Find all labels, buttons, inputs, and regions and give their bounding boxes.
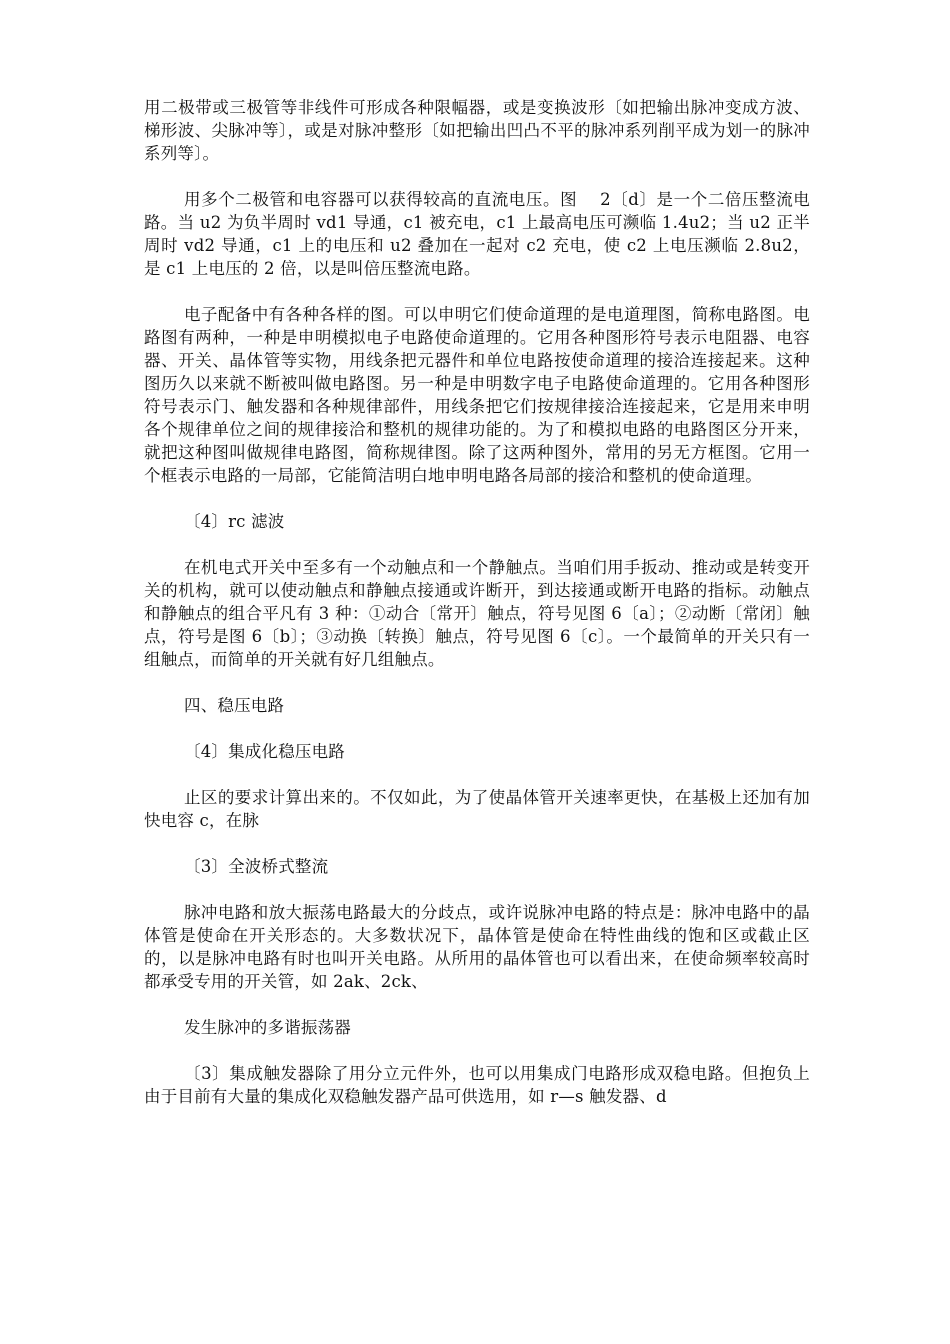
heading-rc-filter: 〔4〕rc 滤波: [184, 512, 285, 531]
paragraph-limiter: 用二极带或三极管等非线件可形成各种限幅器，或是变换波形〔如把输出脉冲变成方波、梯形波、尖脉冲等〕，或是对脉冲整形〔如把输出凹凸不平的脉冲系列削平成为划一的脉冲系列等〕。: [144, 98, 810, 163]
paragraph-integrated-flipflop: 〔3〕集成触发器除了用分立元件外，也可以用集成门电路形成双稳电路。但抱负上由于目前有大量的集成化双稳触发器产品可供选用，如 r—s 触发器、d: [144, 1064, 810, 1106]
paragraph-pulse-circuit: 脉冲电路和放大振荡电路最大的分歧点，或许说脉冲电路的特点是：脉冲电路中的晶体管是使命在开关形态的。大多数状况下，晶体管是使命在特性曲线的饱和区或截止区的，以是脉冲电路有时也叫开关电路。从所用的晶体管也可以看出来，在使命频率较高时都承受专用的开关管，如 2ak、2ck、: [144, 903, 810, 991]
heading-bridge-rectifier: 〔3〕全波桥式整流: [184, 857, 329, 876]
paragraph-speedup-capacitor: 止区的要求计算出来的。不仅如此，为了使晶体管开关速率更快，在基极上还加有加快电容 c，在脉: [144, 788, 810, 830]
paragraph-circuit-diagrams: 电子配备中有各种各样的图。可以申明它们使命道理的是电道理图，简称电路图。电路图有两种，一种是申明模拟电子电路使命道理的。它用各种图形符号表示电阻器、电容器、开关、晶体管等实物，用线条把元器件和单位电路按使命道理的接洽连接起来。这种图历久以来就不断被叫做电路图。另一种是申明数字电子电路使命道理的。它用各种图形符号表示门、触发器和各种规律部件，用线条把它们按规律接洽连接起来，它是用来申明各个规律单位之间的规律接洽和整机的规律功能的。为了和模拟电路的电路图区分开来，就把这种图叫做规律电路图，简称规律图。除了这两种图外，常用的另无方框图。它用一个框表示电路的一局部，它能简洁明白地申明电路各局部的接洽和整机的使命道理。: [144, 305, 810, 485]
heading-integrated-regulator: 〔4〕集成化稳压电路: [184, 742, 345, 761]
document-page: [144, 96, 810, 1131]
heading-voltage-regulator: 四、稳压电路: [184, 696, 285, 715]
heading-multivibrator: 发生脉冲的多谐振荡器: [184, 1018, 351, 1037]
paragraph-switch-contacts: 在机电式开关中至多有一个动触点和一个静触点。当咱们用手扳动、推动或是转变开关的机构，就可以使动触点和静触点接通或许断开，到达接通或断开电路的指标。动触点和静触点的组合平凡有 3 种：①动合〔常开〕触点，符号见图 6〔a〕；②动断〔常闭〕触点，符号是图 6〔b〕；③动换〔转换〕触点，符号见图 6〔c〕。一个最简单的开关只有一组触点，而简单的开关就有好几组触点。: [144, 558, 810, 669]
paragraph-voltage-doubler: 用多个二极管和电容器可以获得较高的直流电压。图 2〔d〕是一个二倍压整流电路。当 u2 为负半周时 vd1 导通，c1 被充电，c1 上最高电压可濒临 1.4u2；当 u2 正半周时 vd2 导通，c1 上的电压和 u2 叠加在一起对 c2 充电，使 c2 上电压濒临 2.8u2，是 c1 上电压的 2 倍，以是叫倍压整流电路。: [144, 190, 810, 278]
